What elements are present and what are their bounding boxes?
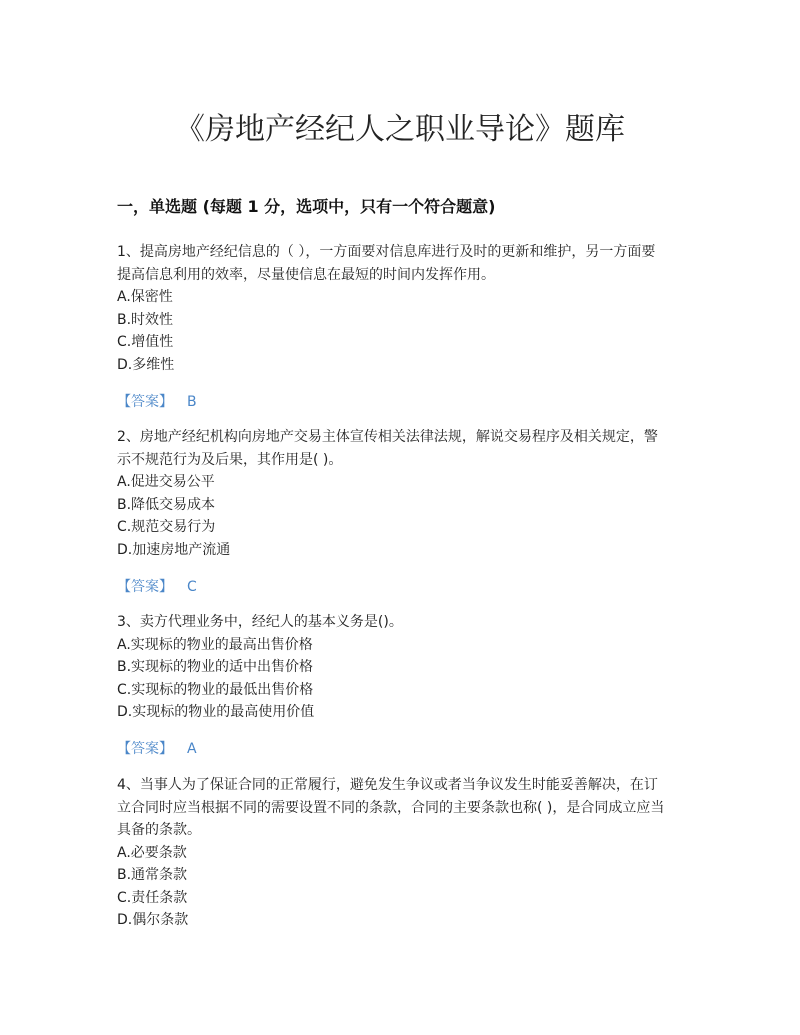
option-b: B.降低交易成本	[117, 496, 216, 513]
option-c: C.责任条款	[117, 889, 188, 906]
answer-label: 【答案】	[117, 394, 173, 410]
answer-1	[117, 391, 197, 413]
option-a: A.必要条款	[117, 844, 187, 861]
question-3	[117, 611, 687, 724]
option-a: A.实现标的物业的最高出售价格	[117, 636, 313, 653]
option-d: D.偶尔条款	[117, 912, 189, 928]
question-stem-line: 提高信息利用的效率，尽量使信息在最短的时间内发挥作用。	[117, 266, 495, 283]
question-stem-line: 立合同时应当根据不同的需要设置不同的条款，合同的主要条款也称( )，是合同成立应当	[117, 799, 665, 816]
question-stem-line: 示不规范行为及后果，其作用是( )。	[117, 451, 343, 468]
answer-3	[117, 738, 197, 760]
option-c: C.增值性	[117, 334, 174, 350]
question-stem-line: 4、当事人为了保证合同的正常履行，避免发生争议或者当争议发生时能妥善解决，在订	[117, 777, 658, 793]
section-heading: 一，单选题 (每题 1 分，选项中，只有一个符合题意)	[117, 197, 496, 216]
question-2	[117, 426, 687, 561]
option-d: D.加速房地产流通	[117, 541, 231, 558]
option-b: B.实现标的物业的适中出售价格	[117, 659, 314, 675]
option-d: D.多维性	[117, 356, 175, 373]
answer-value: A	[187, 741, 197, 757]
option-d: D.实现标的物业的最高使用价值	[117, 704, 315, 720]
answer-label: 【答案】	[117, 579, 173, 595]
question-stem-line: 1、提高房地产经纪信息的（ ），一方面要对信息库进行及时的更新和维护，另一方面要	[117, 244, 656, 260]
option-a: A.保密性	[117, 289, 173, 305]
answer-value: C	[187, 579, 197, 595]
question-stem-line: 具备的条款。	[117, 822, 201, 838]
answer-value: B	[187, 394, 197, 410]
question-4	[117, 774, 687, 932]
question-stem-line: 3、卖方代理业务中，经纪人的基本义务是()。	[117, 614, 403, 630]
option-a: A.促进交易公平	[117, 474, 215, 490]
question-1	[117, 241, 687, 376]
option-c: C.规范交易行为	[117, 519, 216, 535]
answer-label: 【答案】	[117, 741, 173, 757]
document-title: 《房地产经纪人之职业导论》题库	[175, 112, 625, 147]
option-b: B.时效性	[117, 311, 174, 328]
answer-2	[117, 576, 197, 598]
option-b: B.通常条款	[117, 867, 188, 883]
option-c: C.实现标的物业的最低出售价格	[117, 681, 314, 698]
question-stem-line: 2、房地产经纪机构向房地产交易主体宣传相关法律法规，解说交易程序及相关规定，警	[117, 429, 658, 445]
